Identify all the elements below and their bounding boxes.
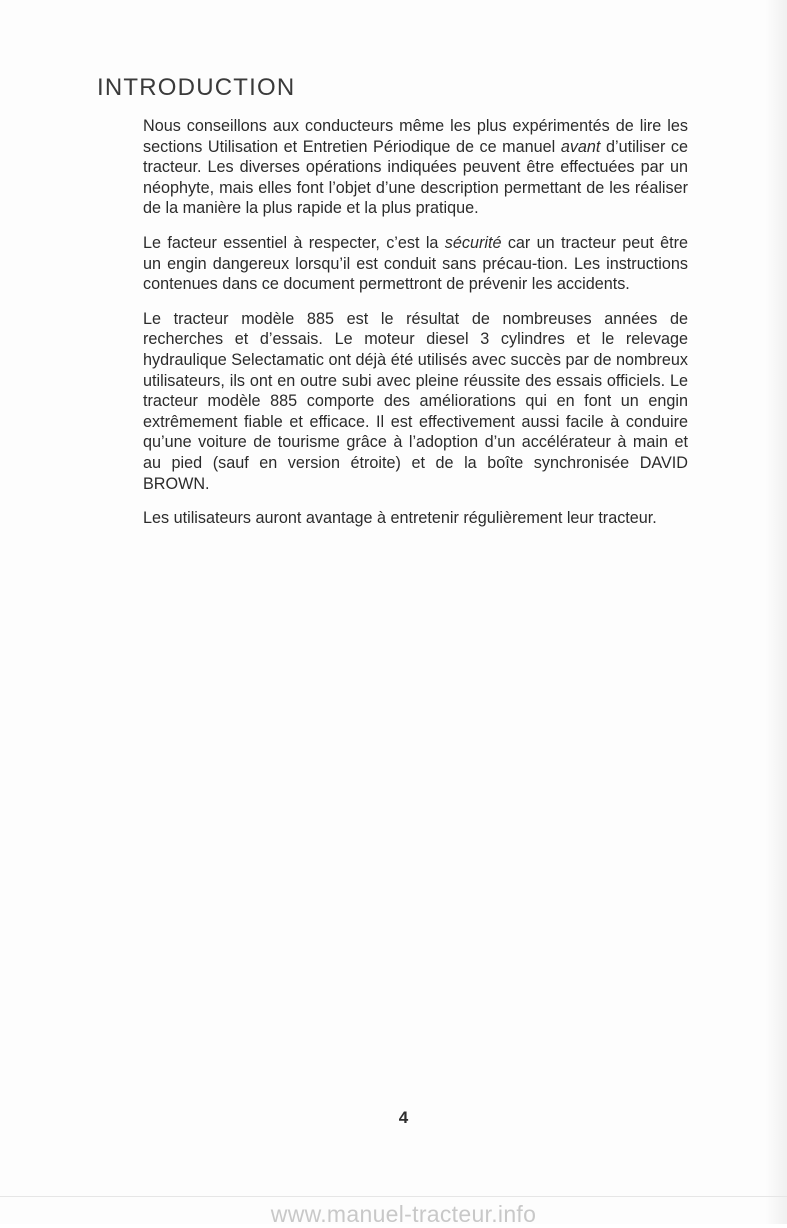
paragraph [143, 309, 688, 494]
text-segment: Nous conseillons aux conducteurs même les plus expérimentés de lire les sections Utilisation et Entretien Périodique de ce manuel [143, 117, 688, 156]
text-segment: d’utiliser ce tracteur. Les diverses opérations indiquées peuvent être effectuées par un néophyte, mais elles font l’objet d’une description permettant de les réaliser de la manière la plus rapide et la plus pratique. [143, 137, 689, 218]
page-bottom-divider [0, 1196, 787, 1197]
paragraph [143, 508, 688, 529]
text-segment: car un tracteur peut être un engin dangereux lorsqu’il est conduit sans précau-tion. Les instructions contenues dans ce document permettront de prévenir les accidents. [143, 233, 688, 294]
emphasis-text: avant [560, 137, 601, 156]
watermark-url: www.manuel-tracteur.info [270, 1201, 537, 1227]
emphasis-text: sécurité [444, 233, 502, 252]
body-text [143, 116, 688, 543]
paragraph [143, 233, 688, 295]
scan-edge-shadow [765, 0, 787, 1224]
page-title: INTRODUCTION [97, 74, 296, 101]
page-number: 4 [398, 1108, 409, 1127]
text-segment: Le facteur essentiel à respecter, c’est la [143, 233, 445, 252]
text-segment: Le tracteur modèle 885 est le résultat de nombreuses années de recherches et d’essais. Le moteur diesel 3 cylindres et le relevage hydraulique Selectamatic ont déjà été utilisés avec succès par de nombreux utilisateurs, ils ont en outre subi avec pleine réussite des essais officiels. Le tracteur modèle 885 comporte des améliorations qui en font un engin extrêmement fiable et efficace. Il est effectivement aussi facile à conduire qu’une voiture de tourisme grâce à l’adoption d’un accélérateur à main et au pied (sauf en version étroite) et de la boîte synchronisée DAVID BROWN. [143, 309, 688, 493]
paragraph [143, 116, 688, 219]
text-segment: Les utilisateurs auront avantage à entretenir régulièrement leur tracteur. [143, 509, 657, 528]
